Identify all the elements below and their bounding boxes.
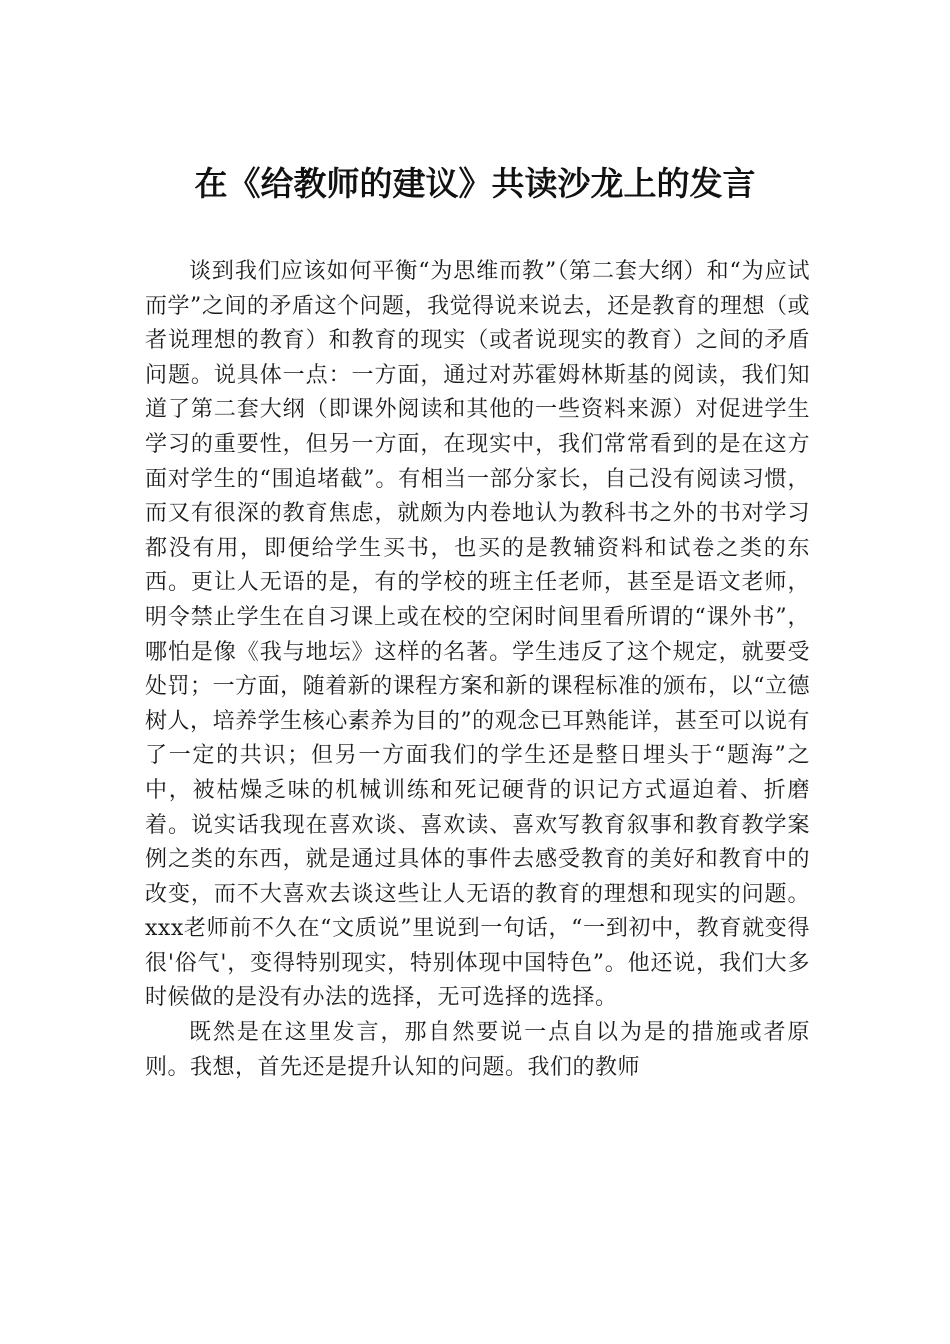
document-body [145,255,810,1085]
paragraph-2: 既然是在这里发言，那自然要说一点自以为是的措施或者原则。我想，首先还是提升认知的问题。我们的教师 [145,1020,810,1080]
paragraph-1: 谈到我们应该如何平衡“为思维而教”（第二套大纲）和“为应试而学”之间的矛盾这个问题，我觉得说来说去，还是教育的理想（或者说理想的教育）和教育的现实（或者说现实的教育）之间的矛盾问题。说具体一点：一方面，通过对苏霍姆林斯基的阅读，我们知道了第二套大纲（即课外阅读和其他的一些资料来源）对促进学生学习的重要性，但另一方面，在现实中，我们常常看到的是在这方面对学生的“围追堵截”。有相当一部分家长，自己没有阅读习惯，而又有很深的教育焦虑，就颇为内卷地认为教科书之外的书对学习都没有用，即便给学生买书，也买的是教辅资料和试卷之类的东西。更让人无语的是，有的学校的班主任老师，甚至是语文老师，明令禁止学生在自习课上或在校的空闲时间里看所谓的“课外书”，哪怕是像《我与地坛》这样的名著。学生违反了这个规定，就要受处罚；一方面，随着新的课程方案和新的课程标准的颁布，以“立德树人，培养学生核心素养为目的”的观念已耳熟能详，甚至可以说有了一定的共识；但另一方面我们的学生还是整日埋头于“题海”之中，被枯燥乏味的机械训练和死记硬背的识记方式逼迫着、折磨着。说实话我现在喜欢谈、喜欢读、喜欢写教育叙事和教育教学案例之类的东西，就是通过具体的事件去感受教育的美好和教育中的改变，而不大喜欢去谈这些让人无语的教育的理想和现实的问题。xxx老师前不久在“文质说”里说到一句话，“一到初中，教育就变得很'俗气'，变得特别现实，特别体现中国特色”。他还说，我们大多时候做的是没有办法的选择，无可选择的选择。 [145,259,810,1011]
document-title: 在《给教师的建议》共读沙龙上的发言 [194,164,756,203]
